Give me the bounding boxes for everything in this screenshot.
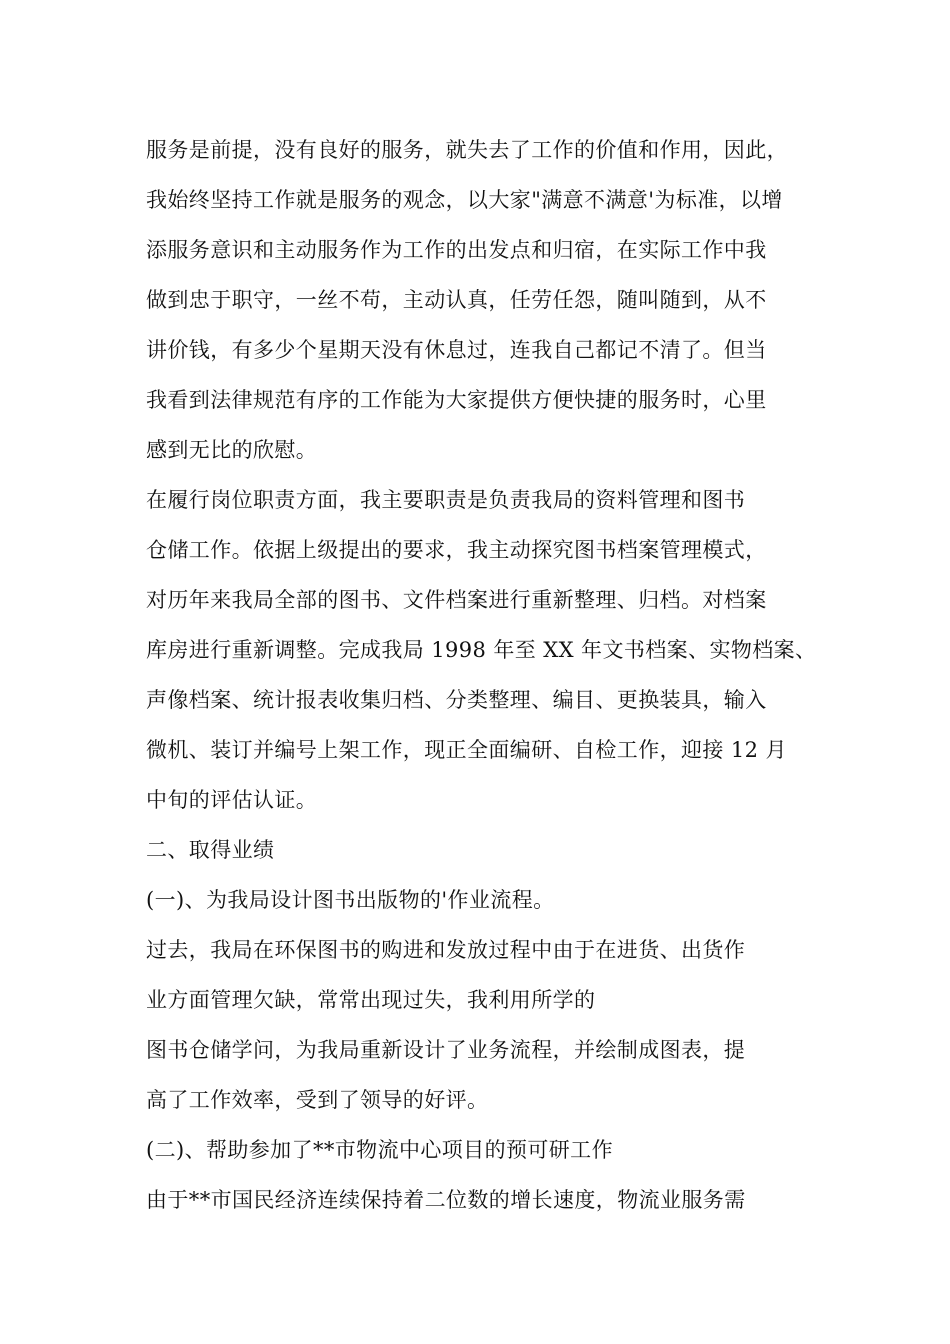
text-line: 我始终坚持工作就是服务的观念，以大家"满意不满意'为标准，以增 — [146, 188, 783, 212]
text-line: 业方面管理欠缺，常常出现过失，我利用所学的 — [146, 988, 596, 1012]
text-line: 微机、装订并编号上架工作，现正全面编研、自检工作，迎接 12 月 — [146, 738, 787, 762]
text-line: 添服务意识和主动服务作为工作的出发点和归宿，在实际工作中我 — [146, 238, 767, 262]
text-line: 对历年来我局全部的图书、文件档案进行重新整理、归档。对档案 — [146, 588, 767, 612]
text-line: 库房进行重新调整。完成我局 1998 年至 XX 年文书档案、实物档案、 — [146, 638, 817, 662]
text-line: 声像档案、统计报表收集归档、分类整理、编目、更换装具，输入 — [146, 688, 767, 712]
subsection-heading: (二)、帮助参加了**市物流中心项目的预可研工作 — [146, 1138, 613, 1162]
text-line: 讲价钱，有多少个星期天没有休息过，连我自己都记不清了。但当 — [146, 338, 767, 362]
text-line: 过去，我局在环保图书的购进和发放过程中由于在进货、出货作 — [146, 938, 746, 962]
text-line: 仓储工作。依据上级提出的要求，我主动探究图书档案管理模式， — [146, 538, 767, 562]
text-line: 我看到法律规范有序的工作能为大家提供方便快捷的服务时，心里 — [146, 388, 767, 412]
subsection-heading: (一)、为我局设计图书出版物的'作业流程。 — [146, 888, 555, 912]
text-line: 中旬的评估认证。 — [146, 788, 318, 812]
section-heading: 二、取得业绩 — [146, 838, 275, 862]
text-line: 做到忠于职守，一丝不苟，主动认真，任劳任怨，随叫随到，从不 — [146, 288, 767, 312]
text-line: 图书仓储学问，为我局重新设计了业务流程，并绘制成图表，提 — [146, 1038, 746, 1062]
text-line: 在履行岗位职责方面，我主要职责是负责我局的资料管理和图书 — [146, 488, 746, 512]
text-line: 由于**市国民经济连续保持着二位数的增长速度，物流业服务需 — [146, 1188, 746, 1212]
text-line: 感到无比的欣慰。 — [146, 438, 318, 462]
text-line: 高了工作效率，受到了领导的好评。 — [146, 1088, 489, 1112]
text-line: 服务是前提，没有良好的服务，就失去了工作的价值和作用，因此， — [146, 138, 788, 162]
